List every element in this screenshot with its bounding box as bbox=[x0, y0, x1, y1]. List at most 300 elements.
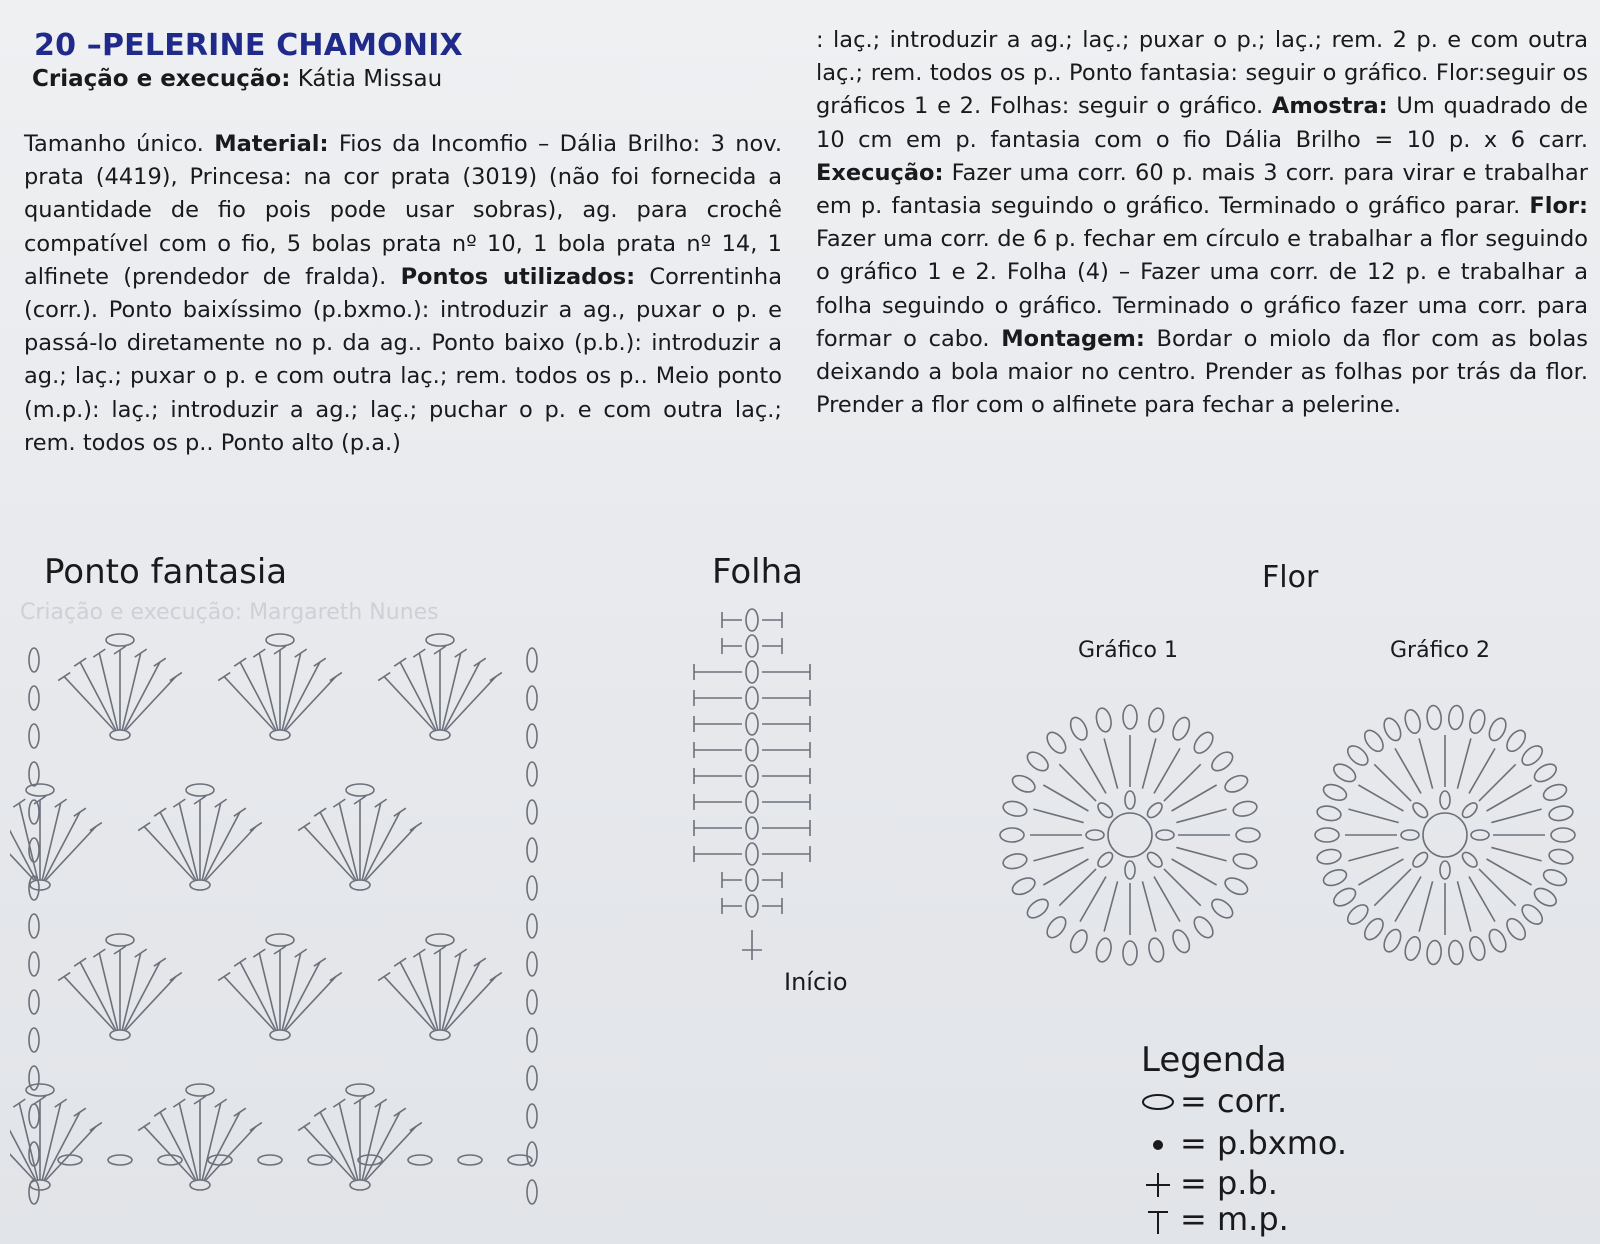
radial-stitch bbox=[1043, 785, 1088, 811]
picot bbox=[1486, 716, 1509, 744]
radial-stitch bbox=[1154, 877, 1180, 922]
tall-stitch bbox=[362, 1103, 381, 1180]
tall-stitch bbox=[202, 803, 221, 880]
picot bbox=[1002, 799, 1029, 818]
radial-stitch bbox=[1419, 881, 1432, 931]
radial-stitch bbox=[1487, 859, 1532, 885]
text-execution: Fazer uma corr. 60 p. mais 3 corr. para virar e trabalhar em p. fantasia seguindo o gráfico. Terminado o gráfico parar. bbox=[816, 159, 1588, 220]
chain-stitch bbox=[29, 1028, 39, 1052]
radial-stitch bbox=[1033, 809, 1083, 822]
credit-name: Kátia Missau bbox=[297, 66, 443, 92]
chain-stitch bbox=[746, 765, 758, 787]
chain-stitch bbox=[29, 990, 39, 1014]
stitch-bar bbox=[154, 658, 166, 666]
picot bbox=[1094, 707, 1113, 734]
center-ring bbox=[1423, 813, 1467, 857]
radial-stitch bbox=[1059, 869, 1096, 906]
radial-stitch bbox=[1142, 881, 1155, 931]
picot bbox=[1467, 935, 1487, 962]
picot bbox=[1147, 707, 1166, 734]
center-ring bbox=[1108, 813, 1152, 857]
chain-stitch bbox=[527, 838, 537, 862]
stitch-bar bbox=[298, 823, 310, 831]
radial-stitch bbox=[1154, 748, 1180, 793]
radial-stitch bbox=[1457, 738, 1470, 788]
picot bbox=[1000, 828, 1024, 842]
chain-stitch bbox=[258, 1155, 282, 1165]
tall-stitch bbox=[362, 803, 381, 880]
chain-stitch bbox=[746, 739, 758, 761]
instructions-right-column bbox=[816, 24, 1588, 422]
tall-stitch bbox=[442, 953, 461, 1030]
tall-stitch bbox=[42, 1103, 61, 1180]
chain-stitch bbox=[458, 1155, 482, 1165]
flor-grafico-1-chart bbox=[985, 690, 1275, 980]
chain-stitch bbox=[350, 880, 370, 890]
chain-stitch bbox=[29, 1180, 39, 1204]
chain-stitch bbox=[1125, 861, 1135, 879]
picot bbox=[1236, 828, 1260, 842]
picot bbox=[1381, 716, 1404, 744]
picot bbox=[1067, 715, 1090, 743]
stitch-bar bbox=[298, 1123, 310, 1131]
stitch-bar bbox=[410, 823, 422, 831]
chain-oval-icon bbox=[1140, 1086, 1176, 1116]
stitch-bar bbox=[90, 823, 102, 831]
stitch-bar bbox=[330, 973, 342, 981]
dot-icon bbox=[1140, 1128, 1176, 1158]
credit-label: Criação e execução: bbox=[32, 66, 291, 92]
text-material: Fios da Incomfio – Dália Brilho: 3 nov. prata (4419), Princesa: na cor prata (3019) (não foi fornecida a quantidade de fio pois pode usar sobras), ag. para crochê compatível com o fio, 5 bolas prata nº 10, 1 bola prata nº 14, 1 alfinete (prendedor de fralda). bbox=[24, 131, 782, 290]
radial-stitch bbox=[1033, 847, 1083, 860]
tall-stitch bbox=[10, 1112, 36, 1180]
chain-stitch bbox=[106, 634, 134, 646]
stitch-bar bbox=[154, 808, 166, 816]
stitch-bar bbox=[138, 823, 150, 831]
tall-stitch bbox=[259, 653, 278, 730]
material-label: Material: bbox=[214, 131, 329, 157]
stitch-bar bbox=[490, 673, 502, 681]
radial-stitch bbox=[1142, 738, 1155, 788]
text-continued: : laç.; introduzir a ag.; laç.; puxar o p.; laç.; rem. 2 p. e com outra laç.; rem. todos os p.. Ponto fantasia: seguir o gráfico. Flor:seguir os gráficos 1 e 2. Folhas: seguir o gráfico. bbox=[816, 27, 1588, 120]
chain-stitch bbox=[746, 687, 758, 709]
chain-stitch bbox=[746, 843, 758, 865]
picot bbox=[1024, 896, 1051, 922]
chain-stitch bbox=[350, 1180, 370, 1190]
flor-title: Flor bbox=[1262, 560, 1319, 595]
chain-stitch bbox=[208, 1155, 232, 1165]
chain-stitch bbox=[1095, 850, 1115, 870]
tall-stitch bbox=[179, 1103, 198, 1180]
folha-chart bbox=[690, 600, 850, 970]
chain-stitch bbox=[746, 895, 758, 917]
chain-stitch bbox=[29, 762, 39, 786]
chain-stitch bbox=[746, 713, 758, 735]
picot bbox=[1403, 935, 1423, 962]
chain-stitch bbox=[1156, 830, 1174, 840]
radial-stitch bbox=[1164, 764, 1201, 801]
chain-stitch bbox=[270, 730, 290, 740]
stitch-bar bbox=[90, 1123, 102, 1131]
stitch-bar bbox=[394, 808, 406, 816]
picot bbox=[1503, 915, 1529, 943]
stitch-bar bbox=[394, 1108, 406, 1116]
picot bbox=[1321, 867, 1348, 889]
chain-stitch bbox=[29, 724, 39, 748]
chain-stitch bbox=[29, 648, 39, 672]
radial-stitch bbox=[1164, 869, 1201, 906]
text-sample: Um quadrado de 10 cm em p. fantasia com o fio Dália Brilho = 10 p. x 6 carr. bbox=[816, 93, 1588, 153]
chain-stitch bbox=[29, 1104, 39, 1128]
picot bbox=[1123, 941, 1137, 965]
execution-label: Execução: bbox=[816, 159, 944, 186]
radial-stitch bbox=[1348, 847, 1398, 860]
inicio-label: Início bbox=[784, 968, 848, 996]
flor-grafico-2-chart bbox=[1300, 690, 1590, 980]
chain-stitch bbox=[358, 1155, 382, 1165]
radial-stitch bbox=[1487, 785, 1532, 811]
radial-stitch bbox=[1457, 881, 1470, 931]
picot bbox=[1531, 761, 1559, 786]
radial-stitch bbox=[1104, 738, 1117, 788]
stitch-bar bbox=[154, 1108, 166, 1116]
radial-stitch bbox=[1358, 859, 1403, 885]
picot bbox=[1548, 804, 1574, 822]
chain-stitch bbox=[1401, 830, 1419, 840]
picot bbox=[1321, 782, 1348, 804]
stitch-bar bbox=[218, 973, 230, 981]
chain-stitch bbox=[1410, 850, 1430, 870]
radial-stitch bbox=[1104, 881, 1117, 931]
radial-stitch bbox=[1469, 877, 1495, 922]
chain-stitch bbox=[186, 784, 214, 796]
stitch-bar bbox=[314, 658, 326, 666]
chain-stitch bbox=[527, 648, 537, 672]
picot bbox=[1232, 799, 1259, 818]
picot bbox=[1316, 804, 1342, 822]
radial-stitch bbox=[1043, 859, 1088, 885]
picot bbox=[1043, 914, 1069, 941]
picot bbox=[1067, 927, 1090, 955]
stitch-bar bbox=[218, 673, 230, 681]
chain-stitch bbox=[1440, 861, 1450, 879]
chain-stitch bbox=[1440, 791, 1450, 809]
tall-stitch bbox=[122, 953, 141, 1030]
picot bbox=[1448, 705, 1464, 730]
picot bbox=[1123, 705, 1137, 729]
bleed-through-text: Criação e execução: Margareth Nunes bbox=[20, 600, 439, 625]
picot bbox=[1361, 727, 1387, 755]
page-title: 20 –PELERINE CHAMONIX bbox=[34, 28, 463, 63]
picot bbox=[1541, 782, 1568, 804]
t-stitch-icon bbox=[1140, 1204, 1176, 1234]
radial-stitch bbox=[1479, 869, 1516, 906]
chain-stitch bbox=[266, 634, 294, 646]
chain-stitch bbox=[527, 800, 537, 824]
text-flower: Fazer uma corr. de 6 p. fechar em círculo e trabalhar a flor seguindo o gráfico 1 e 2. Folha (4) – Fazer uma corr. de 12 p. e trabalhar a folha seguindo o gráfico. Terminado o gráfico fazer uma corr. para formar o cabo. bbox=[816, 226, 1588, 352]
chain-stitch bbox=[158, 1155, 182, 1165]
picot bbox=[1403, 708, 1423, 735]
chain-stitch bbox=[746, 817, 758, 839]
tall-stitch bbox=[259, 953, 278, 1030]
legend-label-slip: = p.bxmo. bbox=[1180, 1124, 1348, 1162]
legend-item-slip bbox=[1140, 1124, 1347, 1162]
stitch-bar bbox=[74, 808, 86, 816]
chain-stitch bbox=[58, 1155, 82, 1165]
chain-stitch bbox=[1086, 830, 1104, 840]
picot bbox=[1232, 852, 1259, 871]
picot bbox=[1551, 828, 1575, 842]
chain-stitch bbox=[1125, 791, 1135, 809]
stitch-bar bbox=[250, 1123, 262, 1131]
chain-stitch bbox=[308, 1155, 332, 1165]
chain-stitch bbox=[430, 730, 450, 740]
picot bbox=[1344, 901, 1371, 928]
stitch-bar bbox=[490, 973, 502, 981]
tall-stitch bbox=[179, 803, 198, 880]
picot bbox=[1531, 885, 1559, 910]
legend-label-chain: = corr. bbox=[1180, 1082, 1288, 1120]
chain-stitch bbox=[346, 784, 374, 796]
credit-line bbox=[32, 66, 442, 92]
legend-item-single bbox=[1140, 1164, 1278, 1202]
stitch-bar bbox=[330, 673, 342, 681]
stitch-bar bbox=[154, 958, 166, 966]
picot bbox=[1381, 927, 1404, 955]
chain-stitch bbox=[110, 1030, 130, 1040]
ponto-fantasia-title: Ponto fantasia bbox=[44, 552, 288, 592]
stitch-bar bbox=[234, 658, 246, 666]
picot bbox=[1222, 772, 1250, 795]
text-size: Tamanho único. bbox=[24, 131, 215, 157]
picot bbox=[1170, 715, 1193, 743]
chain-stitch bbox=[527, 1066, 537, 1090]
tall-stitch bbox=[442, 653, 461, 730]
chain-stitch bbox=[26, 784, 54, 796]
legend-item-half bbox=[1140, 1200, 1289, 1238]
radial-stitch bbox=[1176, 809, 1226, 822]
stitch-bar bbox=[170, 973, 182, 981]
picot bbox=[1209, 896, 1236, 922]
radial-stitch bbox=[1491, 809, 1541, 822]
tall-stitch bbox=[419, 953, 438, 1030]
folha-title: Folha bbox=[712, 552, 803, 592]
chain-stitch bbox=[1471, 830, 1489, 840]
text-assembly: Bordar o miolo da flor com as bolas deixando a bola maior no centro. Prender as folhas por trás da flor. Prender a flor com o alfinete para fechar a pelerine. bbox=[816, 325, 1588, 419]
picot bbox=[1426, 705, 1442, 730]
stitch-bar bbox=[394, 958, 406, 966]
stitch-bar bbox=[58, 673, 70, 681]
chain-stitch bbox=[527, 724, 537, 748]
flower-label: Flor: bbox=[1529, 193, 1588, 220]
chain-stitch bbox=[527, 1104, 537, 1128]
chain-stitch bbox=[106, 934, 134, 946]
radial-stitch bbox=[1172, 785, 1217, 811]
stitch-bar bbox=[474, 658, 486, 666]
stitch-bar bbox=[378, 973, 390, 981]
stitch-bar bbox=[74, 658, 86, 666]
picot bbox=[1503, 727, 1529, 755]
chain-stitch bbox=[1145, 800, 1165, 820]
stitch-bar bbox=[74, 958, 86, 966]
radial-stitch bbox=[1419, 738, 1432, 788]
picot bbox=[1010, 875, 1038, 898]
picot bbox=[1361, 915, 1387, 943]
chain-stitch bbox=[1145, 850, 1165, 870]
chain-stitch bbox=[1460, 850, 1480, 870]
picot bbox=[1426, 940, 1442, 965]
stitch-bar bbox=[250, 823, 262, 831]
chain-stitch bbox=[190, 1180, 210, 1190]
picot bbox=[1002, 852, 1029, 871]
stitch-bar bbox=[314, 958, 326, 966]
radial-stitch bbox=[1479, 764, 1516, 801]
text-stitches: Correntinha (corr.). Ponto baixíssimo (p.bxmo.): introduzir a ag., puxar o p. e passá-lo diretamente no p. da ag.. Ponto baixo (p.b.): introduzir a ag.; laç.; puxar o p. e com outra laç.; rem. todos os p.. Meio ponto (m.p.): laç.; introduzir a ag.; laç.; puchar o p. e com outra laç.; rem. todos os p.. Ponto alto (p.a.) bbox=[24, 263, 782, 456]
tall-stitch bbox=[419, 653, 438, 730]
chain-stitch bbox=[527, 952, 537, 976]
tall-stitch bbox=[282, 653, 301, 730]
chain-stitch bbox=[527, 1142, 537, 1166]
picot bbox=[1467, 708, 1487, 735]
tall-stitch bbox=[99, 653, 118, 730]
radial-stitch bbox=[1395, 877, 1421, 922]
chain-stitch bbox=[746, 869, 758, 891]
chain-stitch bbox=[29, 686, 39, 710]
legend-label-half: = m.p. bbox=[1180, 1200, 1289, 1238]
tall-stitch bbox=[339, 803, 358, 880]
chain-stitch bbox=[527, 914, 537, 938]
chain-stitch bbox=[430, 1030, 450, 1040]
chain-stitch bbox=[190, 880, 210, 890]
stitch-bar bbox=[474, 958, 486, 966]
radial-stitch bbox=[1176, 847, 1226, 860]
chain-stitch bbox=[110, 730, 130, 740]
radial-stitch bbox=[1358, 785, 1403, 811]
chain-stitch bbox=[527, 1028, 537, 1052]
sample-label: Amostra: bbox=[1271, 93, 1388, 120]
radial-stitch bbox=[1172, 859, 1217, 885]
picot bbox=[1010, 772, 1038, 795]
picot bbox=[1344, 742, 1371, 769]
radial-stitch bbox=[1491, 847, 1541, 860]
stitch-bar bbox=[138, 1123, 150, 1131]
picot bbox=[1519, 742, 1546, 769]
picot bbox=[1519, 901, 1546, 928]
stitch-bar bbox=[234, 958, 246, 966]
chain-stitch bbox=[30, 1180, 50, 1190]
picot bbox=[1331, 885, 1359, 910]
stitch-bar bbox=[314, 1108, 326, 1116]
chain-stitch bbox=[746, 791, 758, 813]
tall-stitch bbox=[339, 1103, 358, 1180]
tall-stitch bbox=[42, 803, 61, 880]
picot bbox=[1222, 875, 1250, 898]
assembly-label: Montagem: bbox=[1001, 325, 1145, 352]
chain-stitch bbox=[1410, 800, 1430, 820]
stitch-bar bbox=[314, 808, 326, 816]
tall-stitch bbox=[99, 953, 118, 1030]
grafico-1-title: Gráfico 1 bbox=[1078, 638, 1178, 663]
chain-stitch bbox=[746, 635, 758, 657]
chain-stitch bbox=[527, 1180, 537, 1204]
picot bbox=[1043, 729, 1069, 756]
chain-stitch bbox=[29, 952, 39, 976]
picot bbox=[1448, 940, 1464, 965]
chain-stitch bbox=[346, 1084, 374, 1096]
tall-stitch bbox=[202, 1103, 221, 1180]
radial-stitch bbox=[1080, 877, 1106, 922]
radial-stitch bbox=[1080, 748, 1106, 793]
instructions-left-column bbox=[24, 128, 782, 460]
legend-label-single: = p.b. bbox=[1180, 1164, 1278, 1202]
chain-stitch bbox=[266, 934, 294, 946]
chain-stitch bbox=[426, 634, 454, 646]
chain-stitch bbox=[426, 934, 454, 946]
tall-stitch bbox=[282, 953, 301, 1030]
picot bbox=[1094, 937, 1113, 964]
picot bbox=[1541, 867, 1568, 889]
chain-stitch bbox=[527, 990, 537, 1014]
grafico-2-title: Gráfico 2 bbox=[1390, 638, 1490, 663]
stitch-bar bbox=[378, 673, 390, 681]
chain-stitch bbox=[408, 1155, 432, 1165]
stitch-bar bbox=[394, 658, 406, 666]
picot bbox=[1024, 748, 1051, 774]
stitch-bar bbox=[410, 1123, 422, 1131]
chain-stitch bbox=[1095, 800, 1115, 820]
radial-stitch bbox=[1395, 748, 1421, 793]
chain-stitch bbox=[746, 609, 758, 631]
stitch-bar bbox=[234, 1108, 246, 1116]
picot bbox=[1147, 937, 1166, 964]
stitch-bar bbox=[234, 808, 246, 816]
picot bbox=[1315, 828, 1339, 842]
picot bbox=[1316, 848, 1342, 866]
chain-stitch bbox=[527, 686, 537, 710]
stitch-bar bbox=[170, 673, 182, 681]
stitches-label: Pontos utilizados: bbox=[400, 263, 636, 290]
chain-stitch bbox=[186, 1084, 214, 1096]
radial-stitch bbox=[1374, 764, 1411, 801]
cross-icon bbox=[1140, 1168, 1176, 1198]
legend-title: Legenda bbox=[1141, 1040, 1287, 1080]
chain-stitch bbox=[746, 661, 758, 683]
chain-stitch bbox=[29, 914, 39, 938]
radial-stitch bbox=[1469, 748, 1495, 793]
tall-stitch bbox=[122, 653, 141, 730]
radial-stitch bbox=[1059, 764, 1096, 801]
radial-stitch bbox=[1374, 869, 1411, 906]
picot bbox=[1170, 927, 1193, 955]
chain-stitch bbox=[270, 1030, 290, 1040]
picot bbox=[1191, 729, 1217, 756]
chain-stitch bbox=[1460, 800, 1480, 820]
picot bbox=[1331, 761, 1359, 786]
stitch-bar bbox=[74, 1108, 86, 1116]
chain-stitch bbox=[527, 762, 537, 786]
ponto-fantasia-chart bbox=[10, 600, 570, 1240]
picot bbox=[1209, 748, 1236, 774]
chain-stitch bbox=[30, 880, 50, 890]
stitch-bar bbox=[58, 973, 70, 981]
legend-item-chain bbox=[1140, 1082, 1287, 1120]
picot bbox=[1486, 927, 1509, 955]
picot bbox=[1548, 848, 1574, 866]
chain-stitch bbox=[29, 1066, 39, 1090]
chain-stitch bbox=[527, 876, 537, 900]
chain-stitch bbox=[108, 1155, 132, 1165]
radial-stitch bbox=[1348, 809, 1398, 822]
